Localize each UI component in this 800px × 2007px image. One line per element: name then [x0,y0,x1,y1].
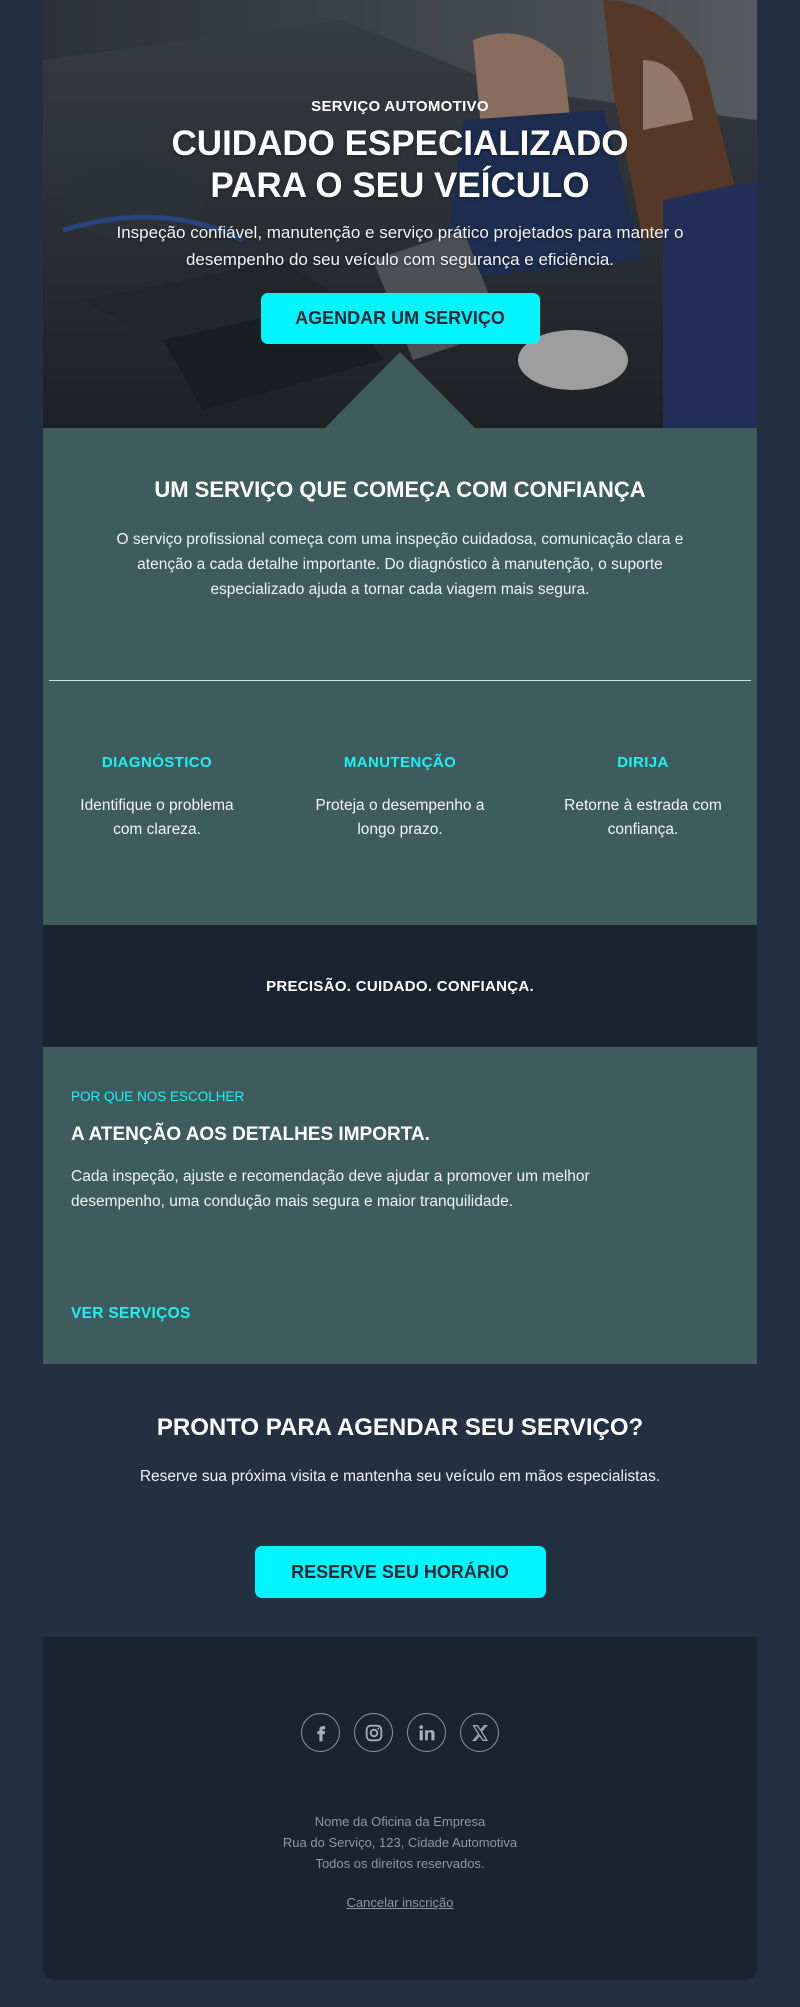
copyright-text: Todos os direitos reservados. [315,1856,485,1871]
instagram-link[interactable] [354,1713,393,1752]
hero-content [43,98,757,344]
why-label: POR QUE NOS ESCOLHER [71,1089,245,1104]
cta-section [43,1364,757,1637]
hero-title [43,123,757,207]
why-body: Cada inspeção, ajuste e recomendação deve ajudar a promover um melhor desempenho, uma condução mais segura e maior tranquilidade. [71,1168,590,1210]
hero-subtitle: Inspeção confiável, manutenção e serviço prático projetados para manter o desempenho do seu veículo com segurança e eficiência. [116,223,684,269]
feature-manutencao [300,754,500,842]
linkedin-link[interactable] [407,1713,446,1752]
book-slot-button[interactable]: RESERVE SEU HORÁRIO [255,1546,546,1598]
hero-section [43,0,757,428]
schedule-service-button[interactable]: AGENDAR UM SERVIÇO [261,293,540,344]
instagram-icon [363,1722,385,1744]
feature-diagnostico [57,754,257,842]
feature-dirija [543,754,743,842]
unsubscribe-link[interactable]: Cancelar inscrição [346,1895,454,1910]
why-choose-us-section [43,1047,757,1364]
features-row [43,754,757,842]
cta-heading: PRONTO PARA AGENDAR SEU SERVIÇO? [156,1414,644,1441]
footer-info [43,1811,757,1874]
company-name: Nome da Oficina da Empresa [314,1814,486,1829]
tagline-band [43,925,757,1047]
feature-text: Retorne à estrada com confiança. [564,797,722,838]
hero-title-line-1: CUIDADO ESPECIALIZADO [171,124,629,163]
footer [43,1637,757,1980]
trust-section [43,428,757,925]
cta-body: Reserve sua próxima visita e mantenha seu veículo em mãos especialistas. [139,1468,661,1485]
feature-text: Identifique o problema com clareza. [80,797,234,838]
facebook-icon [310,1722,332,1744]
hero-kicker: SERVIÇO AUTOMOTIVO [311,98,489,115]
view-services-link[interactable]: VER SERVIÇOS [71,1305,191,1322]
hero-title-line-2: PARA O SEU VEÍCULO [210,166,590,205]
facebook-link[interactable] [301,1713,340,1752]
tagline-text: PRECISÃO. CUIDADO. CONFIANÇA. [266,977,534,995]
feature-title: DIRIJA [617,754,669,771]
feature-text: Proteja o desempenho a longo prazo. [315,797,485,838]
social-links [43,1713,757,1752]
linkedin-icon [416,1722,438,1744]
x-icon [469,1722,491,1744]
feature-title: MANUTENÇÃO [343,754,457,771]
x-link[interactable] [460,1713,499,1752]
email-container [43,0,757,1980]
trust-body: O serviço profissional começa com uma inspeção cuidadosa, comunicação clara e atenção a cada detalhe importante. Do diagnóstico à manutenção, o suporte especializado ajuda a tornar cada viagem mais segura. [116,531,684,598]
feature-title: DIAGNÓSTICO [101,754,213,771]
hero-notch-decoration [325,352,475,428]
section-divider [49,680,751,681]
trust-heading: UM SERVIÇO QUE COMEÇA COM CONFIANÇA [154,477,646,502]
why-heading: A ATENÇÃO AOS DETALHES IMPORTA. [71,1124,430,1145]
company-address: Rua do Serviço, 123, Cidade Automotiva [282,1835,518,1850]
